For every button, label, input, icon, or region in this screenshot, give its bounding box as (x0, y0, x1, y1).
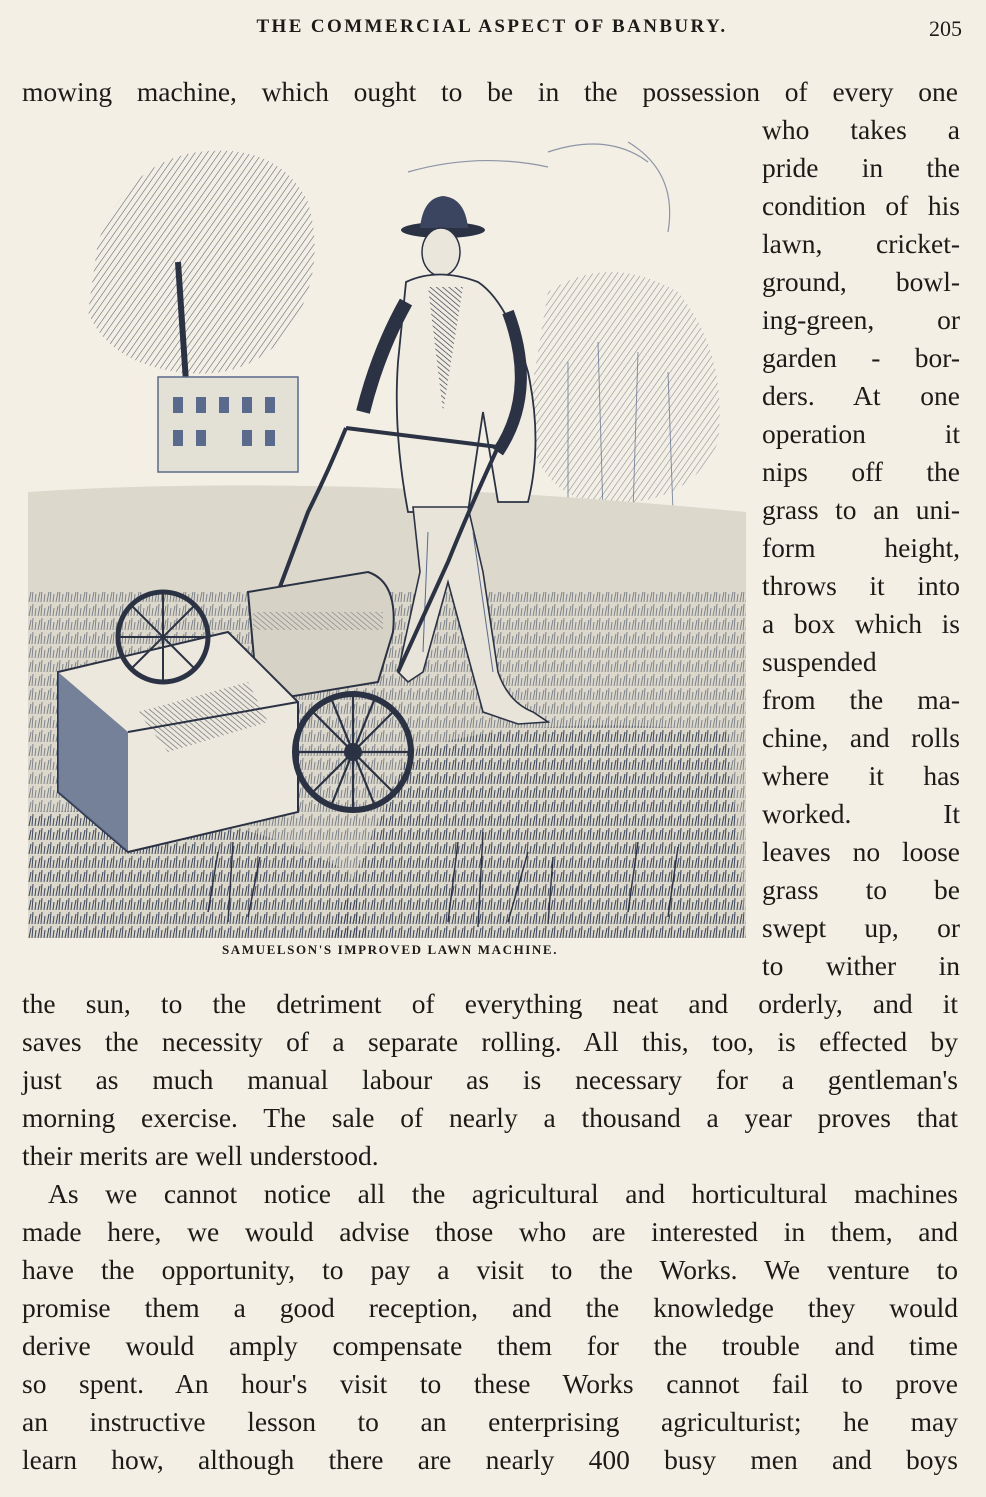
paragraph-2-line: derive would amply compensate them for the trouble and time (22, 1330, 958, 1361)
side-line: condition of his (762, 190, 960, 221)
side-line: leaves no loose (762, 836, 960, 867)
paragraph-2-line: have the opportunity, to pay a visit to the Works. We venture to (22, 1254, 958, 1285)
side-line: where it has (762, 760, 960, 791)
lawn-mower-illustration (28, 112, 746, 938)
side-line: from the ma- (762, 684, 960, 715)
paragraph-2-line: made here, we would advise those who are interested in them, and (22, 1216, 958, 1247)
side-line: worked. It (762, 798, 960, 829)
paragraph-2-line: As we cannot notice all the agricultural and horticultural machines (48, 1178, 958, 1209)
side-line: swept up, or (762, 912, 960, 943)
paragraph-2-line: learn how, although there are nearly 400 busy men and boys (22, 1444, 958, 1475)
paragraph-1-line: just as much manual labour as is necessary for a gentleman's (22, 1064, 958, 1095)
side-line: throws it into (762, 570, 960, 601)
paragraph-2-line: promise them a good reception, and the knowledge they would (22, 1292, 958, 1323)
side-line: nips off the (762, 456, 960, 487)
paragraph-2-line: so spent. An hour's visit to these Works cannot fail to prove (22, 1368, 958, 1399)
side-line: who takes a (762, 114, 960, 145)
side-line: operation it (762, 418, 960, 449)
text-line-top: mowing machine, which ought to be in the possession of every one (22, 76, 958, 107)
side-line: garden - bor- (762, 342, 960, 373)
paragraph-1-line: morning exercise. The sale of nearly a thousand a year proves that (22, 1102, 958, 1133)
page-number: 205 (929, 16, 962, 41)
paragraph-2-line: an instructive lesson to an enterprising agriculturist; he may (22, 1406, 958, 1437)
side-line: chine, and rolls (762, 722, 960, 753)
side-line: to wither in (762, 950, 960, 981)
running-head (22, 16, 962, 50)
paragraph-1-line: their merits are well understood. (22, 1140, 379, 1171)
side-line: form height, (762, 532, 960, 563)
side-line: pride in the (762, 152, 960, 183)
side-line: ing-green, or (762, 304, 960, 335)
paragraph-1-line: saves the necessity of a separate rolling. All this, too, is effected by (22, 1026, 958, 1057)
side-line: ders. At one (762, 380, 960, 411)
side-line: grass to an uni- (762, 494, 960, 525)
side-line: grass to be (762, 874, 960, 905)
running-title: THE COMMERCIAL ASPECT OF BANBURY. (256, 16, 728, 37)
side-line: a box which is (762, 608, 960, 639)
paragraph-1-line: the sun, to the detriment of everything neat and orderly, and it (22, 988, 958, 1019)
figure-caption: SAMUELSON'S IMPROVED LAWN MACHINE. (221, 942, 559, 957)
side-line: ground, bowl- (762, 266, 960, 297)
side-line: suspended (762, 646, 877, 677)
side-line: lawn, cricket- (762, 228, 960, 259)
